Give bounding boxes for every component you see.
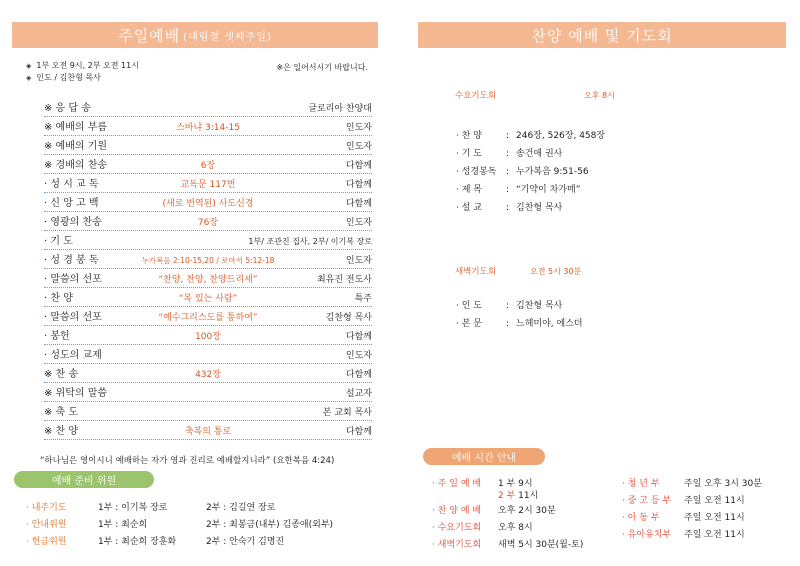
order-detail: (새로 번역된) 사도신경 xyxy=(162,199,254,209)
order-row xyxy=(44,345,372,364)
item-colon: : xyxy=(506,149,510,159)
order-item: ※ 축 도 xyxy=(44,407,79,418)
order-leader: 다함께 xyxy=(345,180,372,190)
order-detail: “찬양, 찬양, 찬양드리세” xyxy=(158,275,258,285)
item-label: · 기 도 xyxy=(456,149,482,159)
order-item: ※ 위탁의 말씀 xyxy=(44,388,108,399)
item-colon: : xyxy=(506,319,510,329)
order-leader: 인도자 xyxy=(345,123,372,133)
service-leader-text: 인도 / 김찬형 목사 xyxy=(36,73,101,82)
scripture-quote: “하나님은 영이시니 예배하는 자가 영과 진리로 예배할지니라” (요한복음 4:24) xyxy=(40,456,335,466)
order-item: · 성 경 봉 독 xyxy=(44,255,99,266)
order-item: ※ 예배의 기원 xyxy=(44,141,108,152)
service-times-text: 1부 오전 9시, 2부 오전 11시 xyxy=(36,61,139,70)
schedule-name: · 새벽기도회 xyxy=(432,540,482,550)
order-leader: 인도자 xyxy=(345,256,372,266)
item-label: · 제 목 xyxy=(456,185,482,195)
prep-second-service: 2부 : 안숙기 김명진 xyxy=(206,537,285,547)
order-leader: 다함께 xyxy=(345,370,372,380)
schedule-item xyxy=(622,527,745,540)
order-row xyxy=(44,421,372,440)
order-item: · 영광의 찬송 xyxy=(44,217,102,228)
order-leader: 김찬형 목사 xyxy=(325,313,372,323)
schedule-time: 주일 오후 3시 30분 xyxy=(684,479,762,489)
service-leader xyxy=(26,72,101,83)
prep-role: · 내주기도 xyxy=(26,503,67,513)
order-item: · 찬 양 xyxy=(44,293,73,304)
sunday-worship-banner xyxy=(12,22,378,48)
prep-second-service: 2부 : 최봉금(내부) 김종애(외부) xyxy=(206,520,334,530)
order-detail: “예수그리스도를 통하여” xyxy=(158,313,258,323)
prep-first-service: 1부 : 최순희 장훈화 xyxy=(98,537,177,547)
item-label: · 찬 양 xyxy=(456,131,482,141)
order-leader: 최유진 전도사 xyxy=(316,275,372,285)
wednesday-item xyxy=(456,182,580,195)
order-row xyxy=(44,288,372,307)
schedule-time: 1 부 9시 xyxy=(498,479,533,489)
order-item: ※ 응 답 송 xyxy=(44,103,91,114)
prep-first-service: 1부 : 이기복 장로 xyxy=(98,503,168,513)
item-value: 누가복음 9:51-56 xyxy=(516,167,589,177)
order-row xyxy=(44,402,372,421)
order-row xyxy=(44,326,372,345)
order-leader: 다함께 xyxy=(345,199,372,209)
prep-role: · 헌금위원 xyxy=(26,537,67,547)
schedule-name: · 아 동 부 xyxy=(622,513,660,523)
service-times xyxy=(26,60,139,71)
item-label: · 인 도 xyxy=(456,301,482,311)
order-item: · 말씀의 선포 xyxy=(44,312,102,323)
prep-committee-title: 예배 준비 위원 xyxy=(14,471,154,488)
schedule-item xyxy=(622,510,745,523)
schedule-name: · 주 일 예 배 xyxy=(432,479,482,489)
order-item: · 성 시 교 독 xyxy=(44,179,99,190)
dawn-item xyxy=(456,298,562,311)
order-row xyxy=(44,117,372,136)
wednesday-item xyxy=(456,164,589,177)
order-item: · 말씀의 선포 xyxy=(44,274,102,285)
praise-prayer-title: 찬양 예배 및 기도회 xyxy=(531,26,673,45)
order-row xyxy=(44,250,372,269)
order-leader: 인도자 xyxy=(345,218,372,228)
order-row xyxy=(44,231,372,250)
item-colon: : xyxy=(506,301,510,311)
order-leader: 설교자 xyxy=(345,389,372,399)
order-row xyxy=(44,136,372,155)
item-value: 246장, 526장, 458장 xyxy=(516,131,606,141)
order-detail: 100장 xyxy=(195,332,221,342)
schedule-name: · 중 고 등 부 xyxy=(622,496,672,506)
order-item: ※ 예배의 부름 xyxy=(44,122,108,133)
schedule-extra-time: 11시 xyxy=(518,491,539,501)
dawn-prayer-title: 새벽기도회 xyxy=(455,267,497,277)
order-leader: 본 교회 목사 xyxy=(322,408,372,418)
item-colon: : xyxy=(506,203,510,213)
schedule-time: 주일 오전 11시 xyxy=(684,496,745,506)
wednesday-item xyxy=(456,128,605,141)
schedule-name: · 수요기도회 xyxy=(432,523,482,533)
order-item: · 성도의 교제 xyxy=(44,350,102,361)
prep-row xyxy=(26,517,334,530)
order-leader: 특주 xyxy=(354,294,372,304)
order-leader: 다함께 xyxy=(345,332,372,342)
schedule-item xyxy=(622,476,762,489)
order-row xyxy=(44,212,372,231)
item-value: 김찬형 목사 xyxy=(516,203,563,213)
item-value: 느헤미야, 에스더 xyxy=(516,319,583,329)
wednesday-prayer-title: 수요기도회 xyxy=(455,91,497,101)
order-row xyxy=(44,383,372,402)
order-row xyxy=(44,98,372,117)
prep-first-service: 1부 : 최순희 xyxy=(98,520,148,530)
order-detail: 432장 xyxy=(195,370,221,380)
order-detail: 6장 xyxy=(200,161,216,171)
dawn-prayer-time: 오전 5시 30분 xyxy=(530,267,582,276)
order-row xyxy=(44,269,372,288)
schedule-item xyxy=(432,537,584,550)
item-value: 송건애 권사 xyxy=(516,149,563,159)
wednesday-item xyxy=(456,146,562,159)
order-detail: 축복의 통로 xyxy=(184,427,232,437)
order-detail: 76장 xyxy=(197,218,219,228)
order-row xyxy=(44,155,372,174)
schedule-item xyxy=(432,476,539,501)
item-colon: : xyxy=(506,185,510,195)
order-detail: 교독문 117번 xyxy=(180,180,236,190)
order-leader: 인도자 xyxy=(345,142,372,152)
sunday-worship-title: 주일예배 xyxy=(118,26,181,45)
item-colon: : xyxy=(506,167,510,177)
schedule-item xyxy=(432,503,556,516)
wednesday-item xyxy=(456,200,562,213)
item-colon: : xyxy=(506,131,510,141)
wednesday-prayer-time: 오후 8시 xyxy=(584,91,615,100)
schedule-item xyxy=(622,493,745,506)
order-detail: 누가복음 2:10-15,20 / 로마서 5:12-18 xyxy=(141,256,275,265)
order-item: ※ 찬 송 xyxy=(44,369,79,380)
order-leader: 다함께 xyxy=(345,427,372,437)
item-value: “기약이 차가매” xyxy=(516,185,581,195)
order-detail: “복 있는 사람” xyxy=(178,294,238,304)
schedule-time: 주일 오전 11시 xyxy=(684,513,745,523)
order-leader: 1부/ 조관진 집사, 2부/ 이기복 장로 xyxy=(248,237,372,246)
prep-row xyxy=(26,500,276,513)
item-label: · 본 문 xyxy=(456,319,482,329)
prep-second-service: 2부 : 김길연 장로 xyxy=(206,503,276,513)
praise-prayer-banner xyxy=(418,22,786,48)
prep-role: · 안내위원 xyxy=(26,520,67,530)
item-value: 김찬형 목사 xyxy=(516,301,563,311)
diamond-icon: ◈ xyxy=(26,61,32,70)
sunday-worship-subtitle: (대림절 셋째주일) xyxy=(183,31,272,43)
schedule-item xyxy=(432,520,533,533)
order-row xyxy=(44,364,372,383)
order-row xyxy=(44,174,372,193)
order-leader: 다함께 xyxy=(345,161,372,171)
schedule-title: 예배 시간 안내 xyxy=(423,448,545,465)
standing-note: ※은 일어서시기 바랍니다. xyxy=(276,63,368,72)
order-item: · 봉헌 xyxy=(44,331,70,342)
diamond-icon: ◈ xyxy=(26,73,32,82)
order-leader: 글로리아 찬양대 xyxy=(308,104,372,114)
schedule-extra-label: 2 부 xyxy=(498,491,516,501)
schedule-time: 새벽 5시 30분(월-토) xyxy=(498,540,584,550)
item-label: · 성경봉독 xyxy=(456,167,497,177)
order-item: ※ 경배의 찬송 xyxy=(44,160,108,171)
schedule-time: 오후 8시 xyxy=(498,523,533,533)
schedule-name: · 청 년 부 xyxy=(622,479,660,489)
schedule-name: · 유아유치부 xyxy=(622,530,672,540)
dawn-item xyxy=(456,316,583,329)
schedule-name: · 찬 양 예 배 xyxy=(432,506,482,516)
order-item: ※ 찬 양 xyxy=(44,426,79,437)
order-row xyxy=(44,193,372,212)
order-row xyxy=(44,307,372,326)
order-leader: 인도자 xyxy=(345,351,372,361)
schedule-time: 오후 2시 30분 xyxy=(498,506,556,516)
order-item: · 기 도 xyxy=(44,236,73,247)
schedule-time: 주일 오전 11시 xyxy=(684,530,745,540)
order-item: · 신 앙 고 백 xyxy=(44,198,99,209)
prep-row xyxy=(26,534,285,547)
order-detail: 스바냐 3:14-15 xyxy=(176,123,240,133)
item-label: · 설 교 xyxy=(456,203,482,213)
